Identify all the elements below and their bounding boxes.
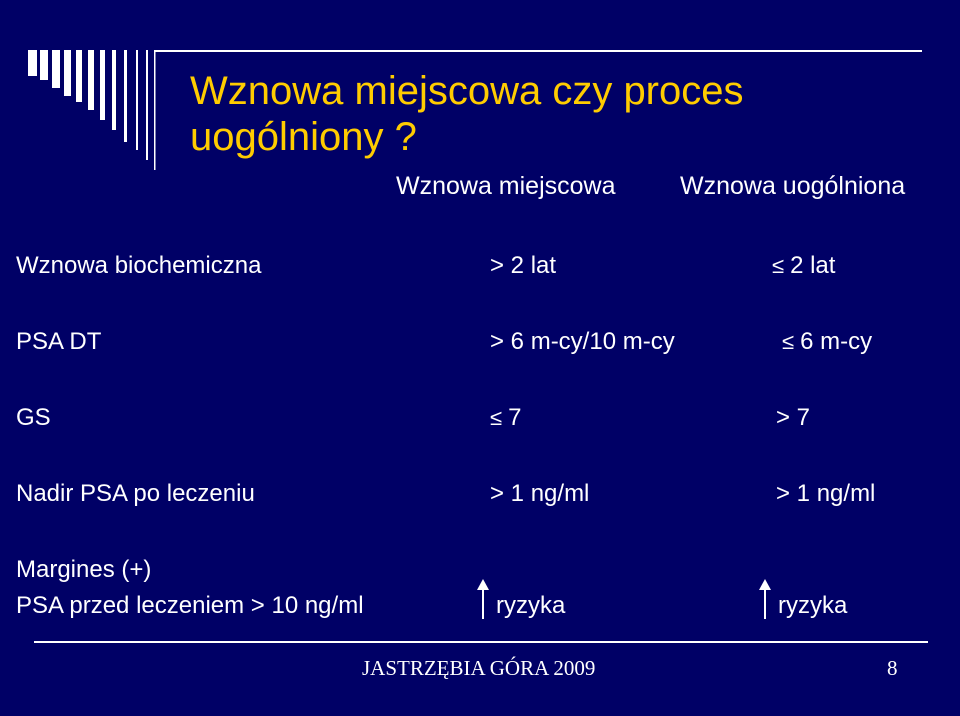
cell-biochemical-general-value: 2 lat xyxy=(790,252,836,279)
row-label-psa-before: PSA przed leczeniem > 10 ng/ml xyxy=(16,592,364,619)
title-line-2: uogólniony ? xyxy=(190,115,417,159)
less-equal-sign: ≤ xyxy=(782,329,795,354)
page-title xyxy=(190,68,890,160)
cell-psa-dt-local: > 6 m-cy/10 m-cy xyxy=(490,328,675,355)
row-label-biochemical: Wznowa biochemiczna xyxy=(16,252,262,279)
cell-biochemical-local: > 2 lat xyxy=(490,252,557,279)
cell-nadir-general: > 1 ng/ml xyxy=(776,480,876,507)
up-arrow-icon xyxy=(476,578,490,620)
cell-gs-local-value: 7 xyxy=(508,404,522,431)
footer-divider xyxy=(34,641,928,643)
column-header-general: Wznowa uogólniona xyxy=(680,172,906,200)
cell-psa-dt-general xyxy=(782,328,872,356)
cell-risk-general-label: ryzyka xyxy=(778,592,848,619)
column-header-local: Wznowa miejscowa xyxy=(396,172,616,200)
title-line-1: Wznowa miejscowa czy proces xyxy=(190,69,744,113)
row-label-margines: Margines (+) xyxy=(16,556,152,583)
cell-biochemical-general xyxy=(772,252,835,280)
cell-risk-local-label: ryzyka xyxy=(496,592,566,619)
up-arrow-icon xyxy=(758,578,772,620)
less-equal-sign: ≤ xyxy=(490,405,503,430)
cell-gs-general: > 7 xyxy=(776,404,811,431)
row-label-nadir-psa: Nadir PSA po leczeniu xyxy=(16,480,255,507)
cell-gs-local xyxy=(490,404,521,432)
row-label-psa-dt: PSA DT xyxy=(16,328,102,355)
cell-psa-dt-general-value: 6 m-cy xyxy=(800,328,873,355)
page-number: 8 xyxy=(887,656,898,680)
cell-risk-general xyxy=(758,578,847,620)
row-label-gs: GS xyxy=(16,404,51,431)
less-equal-sign: ≤ xyxy=(772,253,785,278)
cell-risk-local xyxy=(476,578,565,620)
footer-text: JASTRZĘBIA GÓRA 2009 xyxy=(362,656,596,680)
cell-nadir-local: > 1 ng/ml xyxy=(490,480,590,507)
